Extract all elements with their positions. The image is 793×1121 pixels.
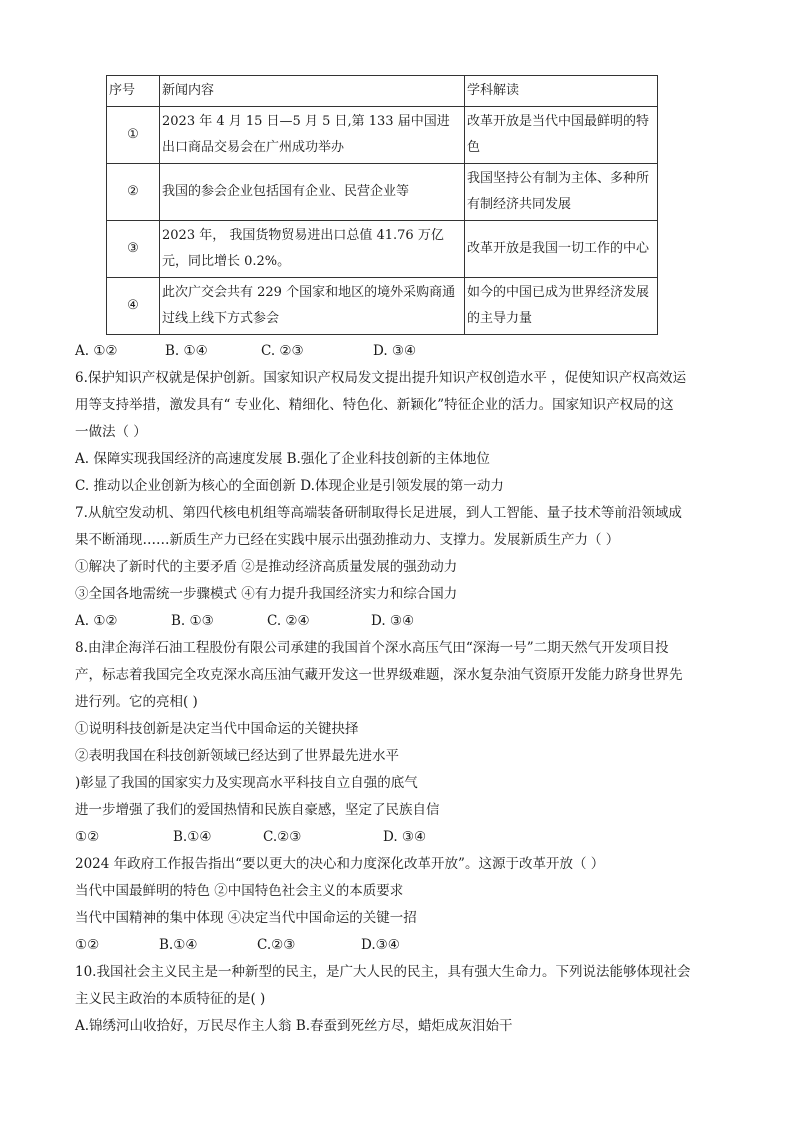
q7-stem-line: 果不断涌现……新质生产力已经在实践中展示出强劲推动力、支撑力。发展新质生产力（ ）: [75, 532, 620, 548]
q9-item-line: 当代中国精神的集中体现 ④决定当代中国命运的关键一招: [75, 910, 417, 926]
q10-stem-line: 主义民主政治的本质特征的是( ): [75, 991, 266, 1007]
q7-stem-line: 7.从航空发动机、第四代核电机组等高端装备研制取得长足进展，到人工智能、量子技术等前沿领域成: [75, 505, 682, 521]
table-header-row: [107, 76, 658, 107]
option: A. ①②: [75, 613, 118, 629]
q7-options: [75, 608, 725, 635]
q8-stem-line: 产，标志着我国完全攻克深水高压油气藏开发这一世界级难题，深水复杂油气资原开发能力跻身世界先: [75, 667, 683, 683]
row-number: ②: [107, 164, 160, 221]
option: D.③④: [361, 937, 400, 953]
option: B.①④: [159, 937, 198, 953]
row-interpretation: 改革开放是我国一切工作的中心: [465, 221, 658, 278]
row-interpretation: 如今的中国已成为世界经济发展的主导力量: [465, 278, 658, 335]
option: B. ①③: [171, 613, 214, 629]
row-interpretation: 我国坚持公有制为主体、多种所有制经济共同发展: [465, 164, 658, 221]
q6-option-line: A. 保障实现我国经济的高速度发展 B.强化了企业科技创新的主体地位: [75, 451, 490, 467]
option: D. ③④: [371, 613, 415, 629]
row-interpretation: 改革开放是当代中国最鲜明的特色: [465, 107, 658, 164]
row-news: 2023 年， 我国货物贸易进出口总值 41.76 万亿元，同比增长 0.2%。: [160, 221, 465, 278]
q8-options: [75, 824, 725, 851]
q6-option-line: C. 推动以企业创新为核心的全面创新 D.体现企业是引领发展的第一动力: [75, 478, 504, 494]
q5-options: [75, 338, 725, 365]
table-row: [107, 164, 658, 221]
q6-stem-line: 用等支持举措，激发具有“ 专业化、精细化、特色化、新颖化”特征企业的活力。国家知识产权局的这: [75, 397, 674, 413]
option: C. ②④: [267, 613, 310, 629]
option: B. ①④: [165, 343, 208, 359]
table-row: [107, 107, 658, 164]
q8-item-line: )彰显了我国的国家实力及实现高水平科技自立自强的底气: [75, 775, 418, 791]
q8-stem-line: 进行列。它的亮相( ): [75, 694, 198, 710]
q10-stem-line: 10.我国社会主义民主是一种新型的民主，是广大人民的民主，具有强大生命力。下列说法能够体现社会: [75, 964, 691, 980]
option: A. ①②: [75, 343, 118, 359]
q8-stem-line: 8.由津企海洋石油工程股份有限公司承建的我国首个深水高压气田“深海一号”二期天然气开发项目投: [75, 640, 669, 656]
q7-item-line: ③全国各地需统一步骤模式 ④有力提升我国经济实力和综合国力: [75, 586, 458, 602]
table-row: [107, 221, 658, 278]
option: C.②③: [257, 937, 296, 953]
row-news: 此次广交会共有 229 个国家和地区的境外采购商通过线上线下方式参会: [160, 278, 465, 335]
row-news: 2023 年 4 月 15 日—5 月 5 日,第 133 届中国进出口商品交易会在广州成功举办: [160, 107, 465, 164]
header-number: 序号: [107, 76, 160, 107]
option: C.②③: [263, 829, 302, 845]
row-number: ④: [107, 278, 160, 335]
q7-item-line: ①解决了新时代的主要矛盾 ②是推动经济高质量发展的强劲动力: [75, 559, 458, 575]
row-news: 我国的参会企业包括国有企业、民营企业等: [160, 164, 465, 221]
option: D. ③④: [383, 829, 427, 845]
news-table: [106, 75, 658, 335]
q8-item-line: ②表明我国在科技创新领域已经达到了世界最先进水平: [75, 748, 399, 764]
option: ①②: [75, 937, 100, 953]
q8-item-line: ①说明科技创新是决定当代中国命运的关键抉择: [75, 721, 359, 737]
table-row: [107, 278, 658, 335]
option: D. ③④: [373, 343, 417, 359]
q9-stem-line: 2024 年政府工作报告指出“要以更大的决心和力度深化改革开放”。这源于改革开放（ ）: [75, 856, 605, 872]
q9-item-line: 当代中国最鲜明的特色 ②中国特色社会主义的本质要求: [75, 883, 404, 899]
q9-options: [75, 932, 725, 959]
row-number: ①: [107, 107, 160, 164]
q6-stem-line: 一做法（ ）: [75, 424, 147, 440]
header-interpretation: 学科解读: [465, 76, 658, 107]
questions-body: [75, 338, 725, 1040]
option: ①②: [75, 829, 100, 845]
header-news: 新闻内容: [160, 76, 465, 107]
option: B.①④: [173, 829, 212, 845]
q8-item-line: 进一步增强了我们的爱国热情和民族自豪感，坚定了民族自信: [75, 802, 440, 818]
q10-option-line: A.锦绣河山收拾好，万民尽作主人翁 B.春蚕到死丝方尽，蜡炬成灰泪始干: [75, 1018, 513, 1034]
q6-stem-line: 6.保护知识产权就是保护创新。国家知识产权局发文提出提升知识产权创造水平 ，促使知识产权高效运: [75, 370, 687, 386]
row-number: ③: [107, 221, 160, 278]
option: C. ②③: [261, 343, 304, 359]
